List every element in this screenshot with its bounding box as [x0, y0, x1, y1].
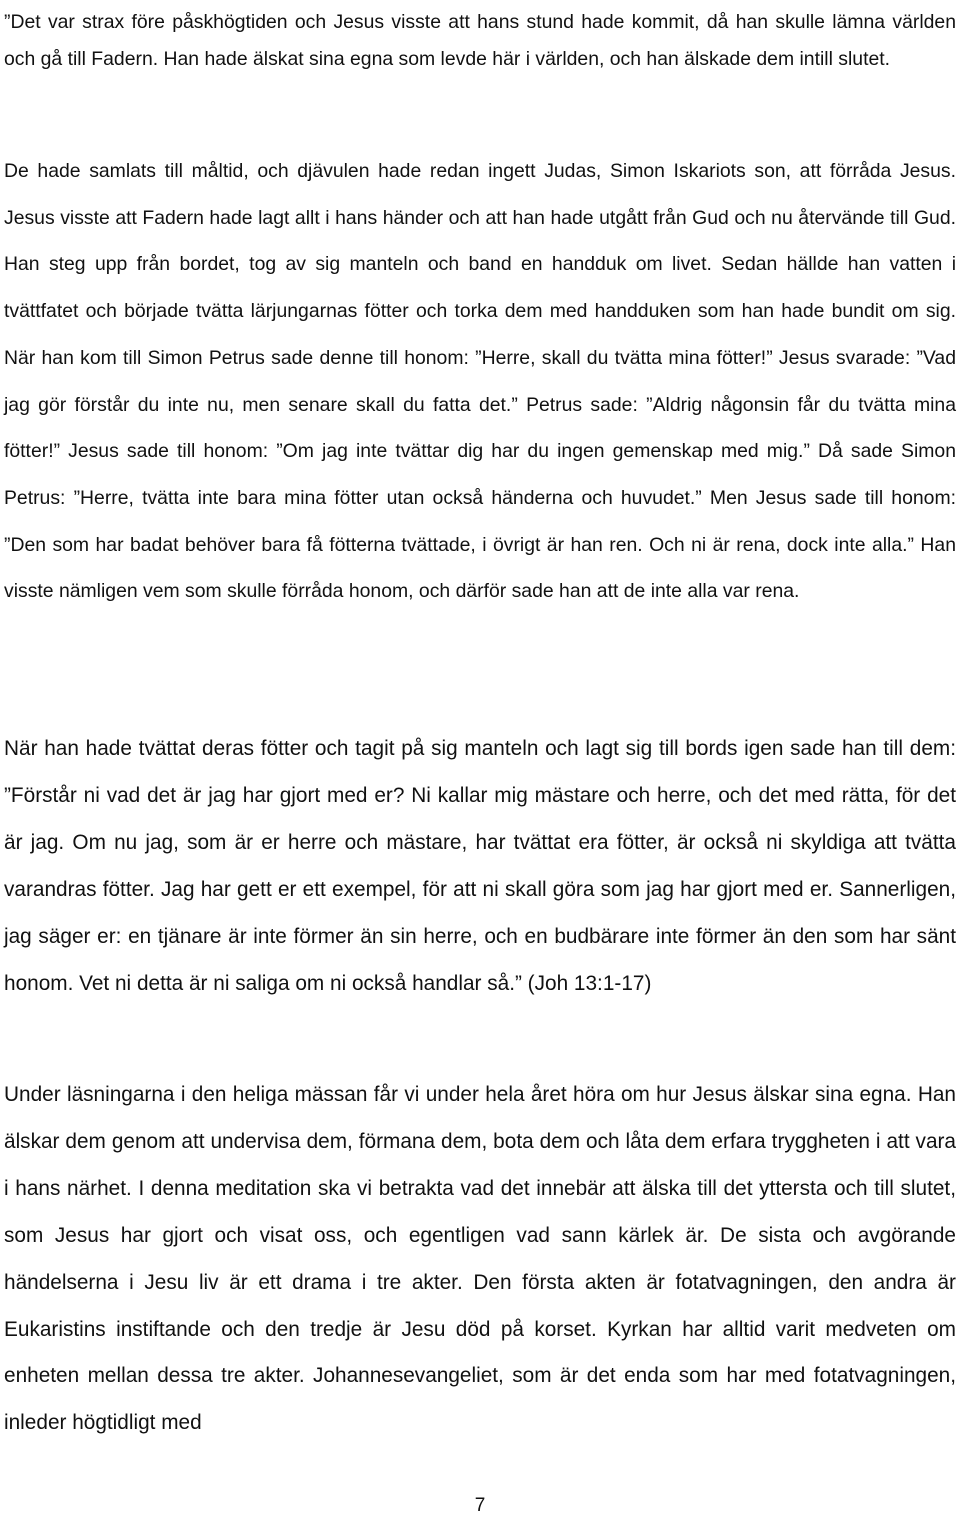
page-number: 7 [474, 1495, 486, 1516]
meditation-paragraph: Under läsningarna i den heliga mässan får vi under hela året höra om hur Jesus älskar sina egna. Han älskar dem genom att undervisa dem, förmana dem, bota dem och låta dem erfara tryggheten i att vara i hans närhet. I denna meditation ska vi betrakta vad det innebär att älska till det yttersta och till slutet, som Jesus har gjort och visat oss, och egentligen vad sann kärlek är. De sista och avgörande händelserna i Jesu liv är ett drama i tre akter. Den första akten är fotatvagningen, den andra är Eukaristins instiftande och den tredje är Jesu död på korset. Kyrkan har alltid varit medveten om enheten mellan dessa tre akter. Johannesevangeliet, som är det enda som har med fotatvagningen, inleder högtidligt med [4, 1083, 956, 1435]
scripture-intro-paragraph: ”Det var strax före påskhögtiden och Jesus visste att hans stund hade kommit, då han skulle lämna världen och gå till Fadern. Han hade älskat sina egna som levde här i världen, och han älskade dem intill slutet. [4, 11, 956, 70]
scripture-teaching-paragraph: När han hade tvättat deras fötter och tagit på sig manteln och lagt sig till bords igen sade han till dem: ”Förstår ni vad det är jag har gjort med er? Ni kallar mig mästare och herre, och det med rätta, för det är jag. Om nu jag, som är er herre och mästare, har tvättat era fötter, är också ni skyldiga att tvätta varandras fötter. Jag har gett er ett exempel, för att ni skall göra som jag har gjort med er. Sannerligen, jag säger er: en tjänare är inte förmer än sin herre, och en budbärare inte förmer än den som har sänt honom. Vet ni detta är ni saliga om ni också handlar så.” (Joh 13:1-17) [4, 737, 956, 995]
scripture-foot-washing-paragraph: De hade samlats till måltid, och djävulen hade redan ingett Judas, Simon Iskariots son, att förråda Jesus. Jesus visste att Fadern hade lagt allt i hans händer och att han hade utgått från Gud och nu återvände till Gud. Han steg upp från bordet, tog av sig manteln och band en handduk om livet. Sedan hällde han vatten i tvättfatet och började tvätta lärjungarnas fötter och torka dem med handduken som han hade bundit om sig. När han kom till Simon Petrus sade denne till honom: ”Herre, skall du tvätta mina fötter!” Jesus svarade: ”Vad jag gör förstår du inte nu, men senare skall du fatta det.” Petrus sade: ”Aldrig någonsin får du tvätta mina fötter!” Jesus sade till honom: ”Om jag inte tvättar dig har du ingen gemenskap med mig.” Då sade Simon Petrus: ”Herre, tvätta inte bara mina fötter utan också händerna och huvudet.” Men Jesus sade till honom: ”Den som har badat behöver bara få fötterna tvättade, i övrigt är han ren. Och ni är rena, dock inte alla.” Han visste nämligen vem som skulle förråda honom, och därför sade han att de inte alla var rena. [4, 160, 956, 603]
